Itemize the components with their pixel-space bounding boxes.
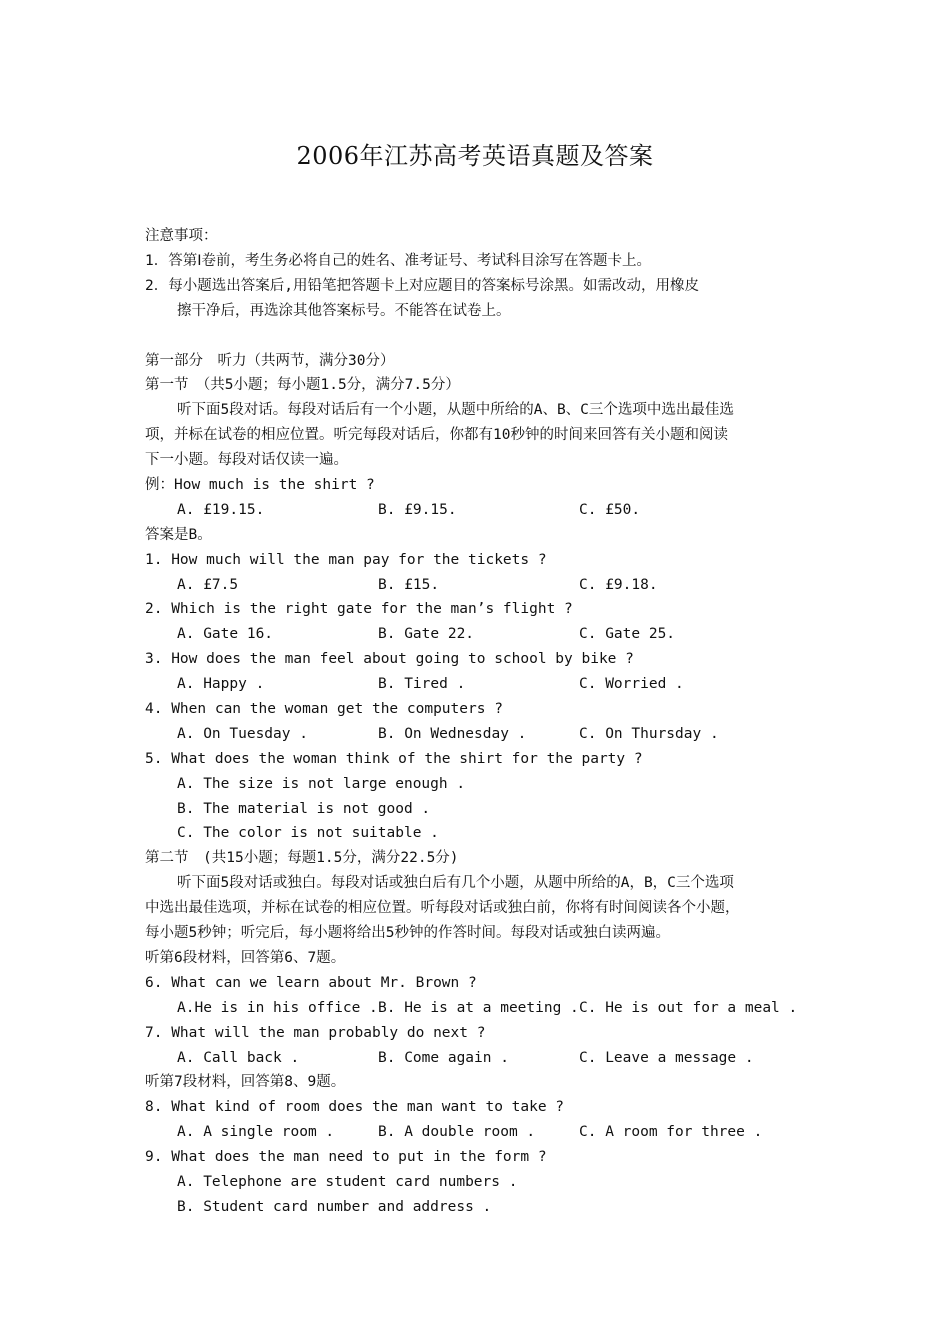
question-9: 9. What does the man need to put in the form ?	[145, 1149, 547, 1166]
notice-heading: 注意事项：	[145, 228, 218, 244]
question-6-options	[145, 996, 815, 1021]
question-8-options	[145, 1120, 815, 1145]
part1-heading: 第一部分 听力（共两节，满分30分）	[145, 352, 395, 369]
section1-instruction: 下一小题。每段对话仅读一遍。	[145, 452, 348, 469]
option-c: C. £50.	[579, 501, 641, 518]
option-a: A. £19.15.	[177, 501, 265, 518]
option-c: C. The color is not suitable .	[177, 825, 439, 842]
option-c: C. He is out for a meal .	[579, 999, 798, 1016]
option-b: B. On Wednesday .	[378, 725, 527, 742]
document-body	[145, 224, 815, 1220]
section1-instruction: 项，并标在试卷的相应位置。听完每段对话后，你都有10秒钟的时间来回答有关小题和阅读	[145, 427, 728, 444]
question-2: 2. Which is the right gate for the man’s flight ?	[145, 601, 573, 618]
option-c: C. A room for three .	[579, 1124, 763, 1141]
option-a: A. Gate 16.	[177, 626, 274, 643]
option-c: C. On Thursday .	[579, 725, 719, 742]
section2-instruction: 每小题5秒钟；听完后，每小题将给出5秒钟的作答时间。每段对话或独白读两遍。	[145, 925, 670, 942]
option-a: A.He is in his office .	[177, 999, 378, 1016]
section2-instruction: 听下面5段对话或独白。每段对话或独白后有几个小题，从题中所给的A，B，C三个选项	[177, 875, 734, 892]
question-3: 3. How does the man feel about going to school by bike ?	[145, 651, 634, 668]
example-question: 例：How much is the shirt ?	[145, 477, 375, 494]
section2-instruction: 中选出最佳选项，并标在试卷的相应位置。听每段对话或独白前，你将有时间阅读各个小题，	[145, 900, 740, 917]
option-a: A. On Tuesday .	[177, 725, 308, 742]
option-b: B. Gate 22.	[378, 626, 475, 643]
example-options	[145, 498, 815, 523]
section1-heading: 第一节 （共5小题；每小题1.5分，满分7.5分）	[145, 377, 460, 394]
option-a: A. The size is not large enough .	[177, 775, 466, 792]
option-c: C. Leave a message .	[579, 1049, 754, 1066]
option-a: A. Call back .	[177, 1049, 300, 1066]
option-a: A. £7.5	[177, 576, 239, 593]
question-1: 1. How much will the man pay for the tickets ?	[145, 551, 547, 568]
question-5: 5. What does the woman think of the shirt for the party ?	[145, 750, 643, 767]
notice-item-1: 1．答第Ⅰ卷前，考生务必将自己的姓名、准考证号、考试科目涂写在答题卡上。	[145, 252, 652, 269]
option-a: A. Telephone are student card numbers .	[177, 1173, 518, 1190]
option-b: B. Come again .	[378, 1049, 509, 1066]
spacer	[145, 324, 815, 349]
question-8: 8. What kind of room does the man want to take ?	[145, 1099, 565, 1116]
option-b: B. £15.	[378, 576, 440, 593]
option-c: C. Worried .	[579, 676, 684, 693]
question-4-options	[145, 722, 815, 747]
notice-item-2: 2．每小题选出答案后,用铅笔把答题卡上对应题目的答案标号涂黑。如需改动，用橡皮	[145, 277, 699, 294]
option-b: B. He is at a meeting .	[378, 999, 579, 1016]
option-b: B. The material is not good .	[177, 800, 431, 817]
question-7: 7. What will the man probably do next ?	[145, 1024, 486, 1041]
example-answer: 答案是B。	[145, 526, 212, 543]
option-b: B. Tired .	[378, 676, 466, 693]
question-4: 4. When can the woman get the computers ?	[145, 701, 503, 718]
option-b: B. £9.15.	[378, 501, 457, 518]
question-1-options	[145, 573, 815, 598]
section2-heading: 第二节 (共15小题；每题1.5分，满分22.5分)	[145, 850, 459, 867]
material-7-heading: 听第7段材料，回答第8、9题。	[145, 1074, 346, 1091]
notice-item-2-cont: 擦干净后，再选涂其他答案标号。不能答在试卷上。	[177, 302, 511, 319]
question-2-options	[145, 622, 815, 647]
option-c: C. Gate 25.	[579, 626, 676, 643]
option-b: B. Student card number and address .	[177, 1198, 492, 1215]
material-6-heading: 听第6段材料，回答第6、7题。	[145, 949, 346, 966]
option-a: A. A single room .	[177, 1124, 335, 1141]
section1-instruction: 听下面5段对话。每段对话后有一个小题，从题中所给的A、B、C三个选项中选出最佳选	[177, 402, 734, 419]
question-3-options	[145, 672, 815, 697]
document-title: 2006年江苏高考英语真题及答案	[296, 142, 654, 170]
option-a: A. Happy .	[177, 676, 265, 693]
option-c: C. £9.18.	[579, 576, 658, 593]
question-7-options	[145, 1046, 815, 1071]
option-b: B. A double room .	[378, 1124, 536, 1141]
question-6: 6. What can we learn about Mr. Brown ?	[145, 974, 477, 991]
